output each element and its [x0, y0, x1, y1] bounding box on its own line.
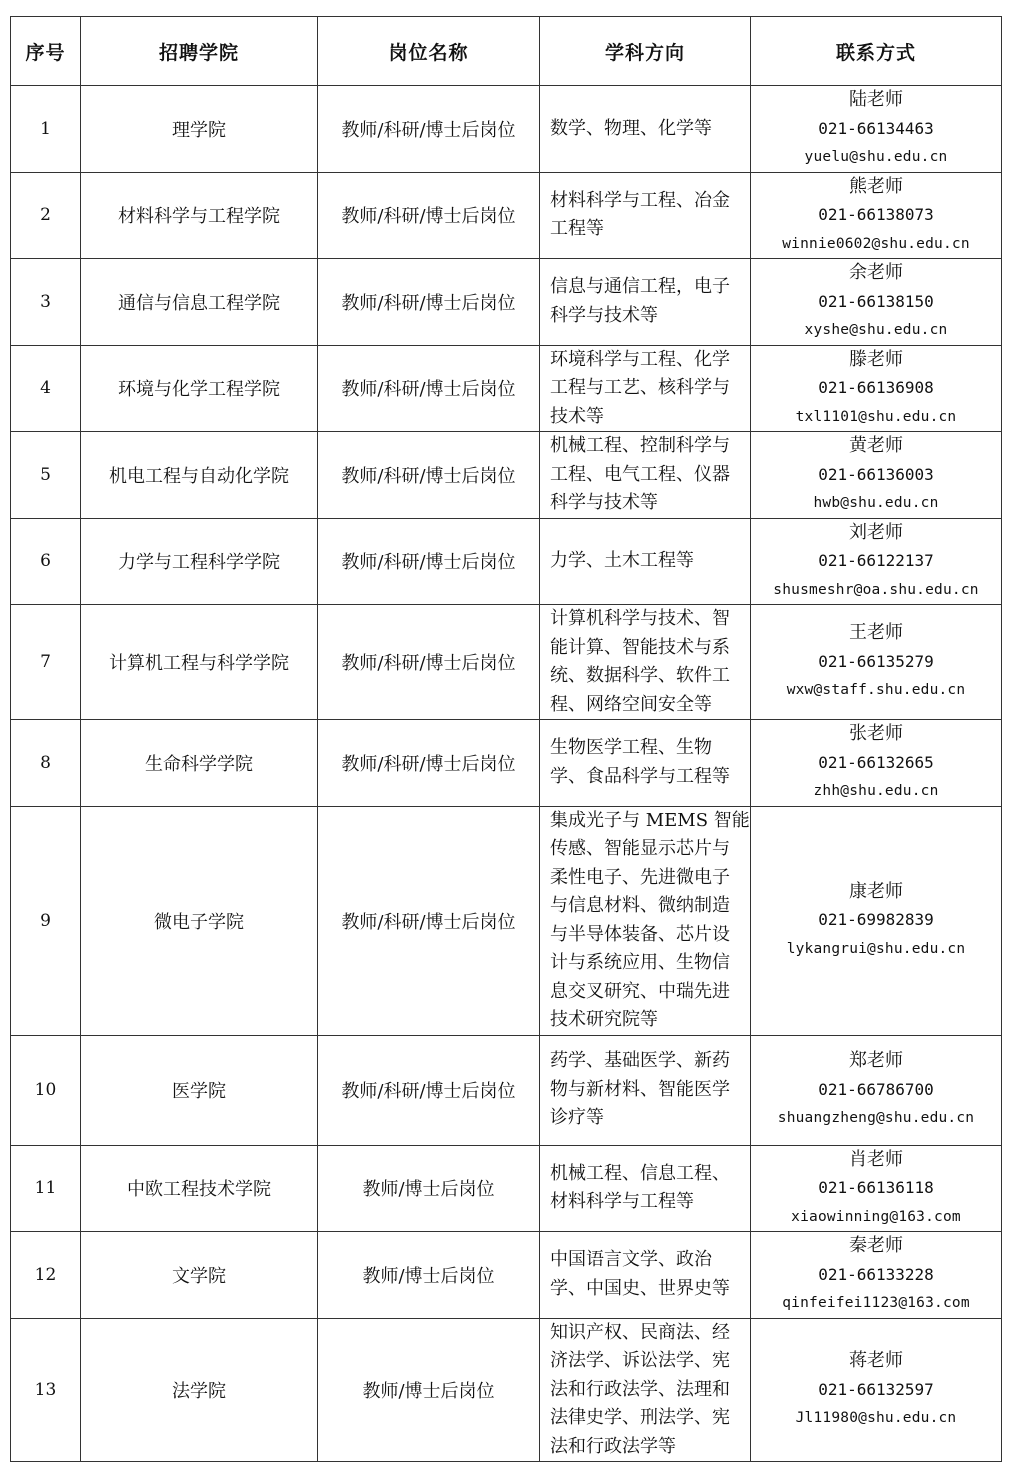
table-row [11, 432, 1002, 519]
subject-direction [540, 345, 751, 432]
contact-name: 王老师 [849, 622, 903, 644]
position-name: 教师/科研/博士后岗位 [318, 806, 540, 1035]
subject-line: 机械工程、信息工程、 [550, 1162, 730, 1184]
row-number: 8 [11, 720, 81, 807]
subject-line: 生物医学工程、生物 [550, 737, 712, 759]
college-name: 文学院 [81, 1232, 318, 1319]
college-name: 计算机工程与科学学院 [81, 605, 318, 720]
contact-email[interactable]: xyshe@shu.edu.cn [804, 322, 948, 338]
contact-email[interactable]: zhh@shu.edu.cn [813, 783, 939, 799]
row-number: 4 [11, 345, 81, 432]
row-number: 7 [11, 605, 81, 720]
contact-info [751, 518, 1002, 605]
position-name: 教师/科研/博士后岗位 [318, 345, 540, 432]
position-name: 教师/博士后岗位 [318, 1318, 540, 1462]
college-name: 环境与化学工程学院 [81, 345, 318, 432]
subject-line: 程、网络空间安全等 [550, 693, 712, 715]
table-row [11, 1318, 1002, 1462]
subject-line: 传感、智能显示芯片与 [550, 838, 730, 859]
contact-name: 滕老师 [849, 348, 903, 370]
table-row [11, 172, 1002, 259]
table-row [11, 259, 1002, 346]
contact-name: 肖老师 [849, 1148, 903, 1170]
position-name: 教师/博士后岗位 [318, 1232, 540, 1319]
contact-email[interactable]: yuelu@shu.edu.cn [804, 149, 948, 165]
subject-direction [540, 1232, 751, 1319]
row-number: 1 [11, 86, 81, 173]
contact-info [751, 345, 1002, 432]
subject-line: 济法学、诉讼法学、宪 [550, 1350, 730, 1371]
subject-line: 材料科学与工程等 [550, 1191, 694, 1213]
college-name: 医学院 [81, 1035, 318, 1145]
subject-line: 工程等 [550, 218, 604, 240]
subject-line: 集成光子与 MEMS 智能 [550, 809, 750, 831]
contact-phone: 021-66133228 [818, 1264, 934, 1284]
subject-direction [540, 172, 751, 259]
subject-line: 计算机科学与技术、智 [550, 608, 730, 629]
position-name: 教师/科研/博士后岗位 [318, 518, 540, 605]
subject-line: 学、中国史、世界史等 [550, 1277, 730, 1299]
college-name: 理学院 [81, 86, 318, 173]
contact-phone: 021-66135279 [818, 651, 934, 671]
contact-info [751, 720, 1002, 807]
contact-email[interactable]: xiaowinning@163.com [791, 1208, 961, 1225]
contact-name: 康老师 [849, 880, 903, 902]
contact-email[interactable]: qinfeifei1123@163.com [782, 1295, 970, 1311]
contact-info [751, 1232, 1002, 1319]
position-name: 教师/博士后岗位 [318, 1145, 540, 1232]
table-row [11, 86, 1002, 173]
subject-line: 机械工程、控制科学与 [550, 435, 730, 456]
contact-email[interactable]: Jl11980@shu.edu.cn [795, 1410, 957, 1426]
table-row [11, 806, 1002, 1035]
subject-line: 法和行政法学、法理和 [550, 1378, 730, 1400]
contact-phone: 021-66786700 [818, 1079, 934, 1099]
subject-line: 学、食品科学与工程等 [550, 765, 730, 787]
subject-line: 信息与通信工程，电子 [550, 276, 730, 298]
position-name: 教师/科研/博士后岗位 [318, 172, 540, 259]
subject-line: 法律史学、刑法学、宪 [550, 1407, 730, 1428]
subject-line: 数学、物理、化学等 [550, 117, 712, 139]
contact-name: 蒋老师 [849, 1350, 903, 1371]
college-name: 生命科学学院 [81, 720, 318, 807]
contact-phone: 021-66134463 [818, 118, 934, 138]
contact-phone: 021-66132597 [818, 1379, 934, 1399]
subject-direction [540, 605, 751, 720]
header-college: 招聘学院 [81, 17, 318, 86]
table-row [11, 345, 1002, 432]
subject-direction [540, 720, 751, 807]
subject-line: 知识产权、民商法、经 [550, 1321, 730, 1343]
header-contact: 联系方式 [751, 17, 1002, 86]
contact-name: 余老师 [849, 262, 903, 283]
contact-phone: 021-69982839 [818, 910, 934, 930]
row-number: 3 [11, 259, 81, 346]
contact-email[interactable]: txl1101@shu.edu.cn [795, 408, 957, 425]
contact-name: 熊老师 [849, 175, 903, 197]
subject-direction [540, 259, 751, 346]
subject-line: 法和行政法学等 [550, 1435, 676, 1457]
contact-phone: 021-66136908 [818, 378, 934, 397]
subject-line: 技术研究院等 [550, 1009, 658, 1030]
contact-name: 秦老师 [849, 1235, 903, 1256]
table-row [11, 605, 1002, 720]
subject-direction [540, 1318, 751, 1462]
row-number: 6 [11, 518, 81, 605]
contact-info [751, 806, 1002, 1035]
position-name: 教师/科研/博士后岗位 [318, 1035, 540, 1145]
subject-direction [540, 86, 751, 173]
table-body [11, 86, 1002, 1462]
subject-line: 柔性电子、先进微电子 [550, 866, 730, 888]
position-name: 教师/科研/博士后岗位 [318, 432, 540, 519]
subject-line: 诊疗等 [550, 1107, 604, 1129]
header-no: 序号 [11, 17, 81, 86]
position-name: 教师/科研/博士后岗位 [318, 720, 540, 807]
contact-name: 郑老师 [849, 1050, 903, 1072]
table-row [11, 720, 1002, 807]
contact-info [751, 605, 1002, 720]
college-name: 通信与信息工程学院 [81, 259, 318, 346]
row-number: 12 [11, 1232, 81, 1319]
college-name: 材料科学与工程学院 [81, 172, 318, 259]
subject-line: 工程与工艺、核科学与 [550, 377, 730, 398]
subject-line: 药学、基础医学、新药 [550, 1050, 730, 1072]
contact-name: 陆老师 [849, 89, 903, 110]
contact-phone: 021-66122137 [818, 551, 934, 570]
subject-direction [540, 518, 751, 605]
contact-phone: 021-66136003 [818, 464, 934, 484]
subject-direction [540, 1145, 751, 1232]
contact-info [751, 1035, 1002, 1145]
college-name: 微电子学院 [81, 806, 318, 1035]
contact-name: 刘老师 [849, 521, 903, 543]
row-number: 9 [11, 806, 81, 1035]
contact-email[interactable]: winnie0602@shu.edu.cn [782, 235, 970, 252]
contact-phone: 021-66136118 [818, 1178, 934, 1197]
subject-line: 与半导体装备、芯片设 [550, 923, 730, 945]
table-row [11, 1035, 1002, 1145]
contact-info [751, 259, 1002, 346]
contact-phone: 021-66138073 [818, 205, 934, 224]
subject-line: 材料科学与工程、冶金 [550, 189, 730, 211]
contact-email[interactable]: shusmeshr@oa.shu.edu.cn [773, 581, 979, 598]
subject-line: 统、数据科学、软件工 [550, 665, 730, 686]
row-number: 5 [11, 432, 81, 519]
college-name: 中欧工程技术学院 [81, 1145, 318, 1232]
subject-line: 息交叉研究、中瑞先进 [550, 980, 730, 1002]
subject-line: 计与系统应用、生物信 [550, 952, 730, 973]
subject-line: 与信息材料、微纳制造 [550, 895, 730, 916]
subject-direction [540, 1035, 751, 1145]
header-subject: 学科方向 [540, 17, 751, 86]
table-row [11, 518, 1002, 605]
subject-line: 力学、土木工程等 [550, 550, 694, 571]
row-number: 13 [11, 1318, 81, 1462]
position-name: 教师/科研/博士后岗位 [318, 605, 540, 720]
row-number: 11 [11, 1145, 81, 1232]
contact-name: 张老师 [849, 723, 903, 744]
table-row [11, 1145, 1002, 1232]
college-name: 法学院 [81, 1318, 318, 1462]
subject-line: 能计算、智能技术与系 [550, 636, 730, 658]
header-position: 岗位名称 [318, 17, 540, 86]
subject-line: 科学与技术等 [550, 492, 658, 513]
contact-email[interactable]: shuangzheng@shu.edu.cn [777, 1110, 975, 1127]
subject-line: 工程、电气工程、仪器 [550, 463, 730, 485]
subject-line: 技术等 [550, 405, 604, 427]
row-number: 10 [11, 1035, 81, 1145]
table-header-row [11, 17, 1002, 86]
recruitment-table [10, 16, 1002, 1462]
contact-email[interactable]: hwb@shu.edu.cn [813, 495, 939, 511]
subject-line: 科学与技术等 [550, 304, 658, 326]
subject-line: 环境科学与工程、化学 [550, 348, 730, 370]
contact-phone: 021-66132665 [818, 752, 934, 772]
contact-email[interactable]: lykangrui@shu.edu.cn [786, 940, 966, 957]
subject-line: 物与新材料、智能医学 [550, 1078, 730, 1100]
contact-info [751, 432, 1002, 519]
contact-info [751, 1145, 1002, 1232]
contact-email[interactable]: wxw@staff.shu.edu.cn [786, 682, 966, 699]
contact-name: 黄老师 [849, 435, 903, 456]
subject-direction [540, 806, 751, 1035]
contact-info [751, 172, 1002, 259]
contact-info [751, 86, 1002, 173]
college-name: 力学与工程科学学院 [81, 518, 318, 605]
contact-phone: 021-66138150 [818, 291, 934, 311]
position-name: 教师/科研/博士后岗位 [318, 259, 540, 346]
subject-direction [540, 432, 751, 519]
table-row [11, 1232, 1002, 1319]
college-name: 机电工程与自动化学院 [81, 432, 318, 519]
position-name: 教师/科研/博士后岗位 [318, 86, 540, 173]
contact-info [751, 1318, 1002, 1462]
subject-line: 中国语言文学、政治 [550, 1249, 712, 1271]
row-number: 2 [11, 172, 81, 259]
